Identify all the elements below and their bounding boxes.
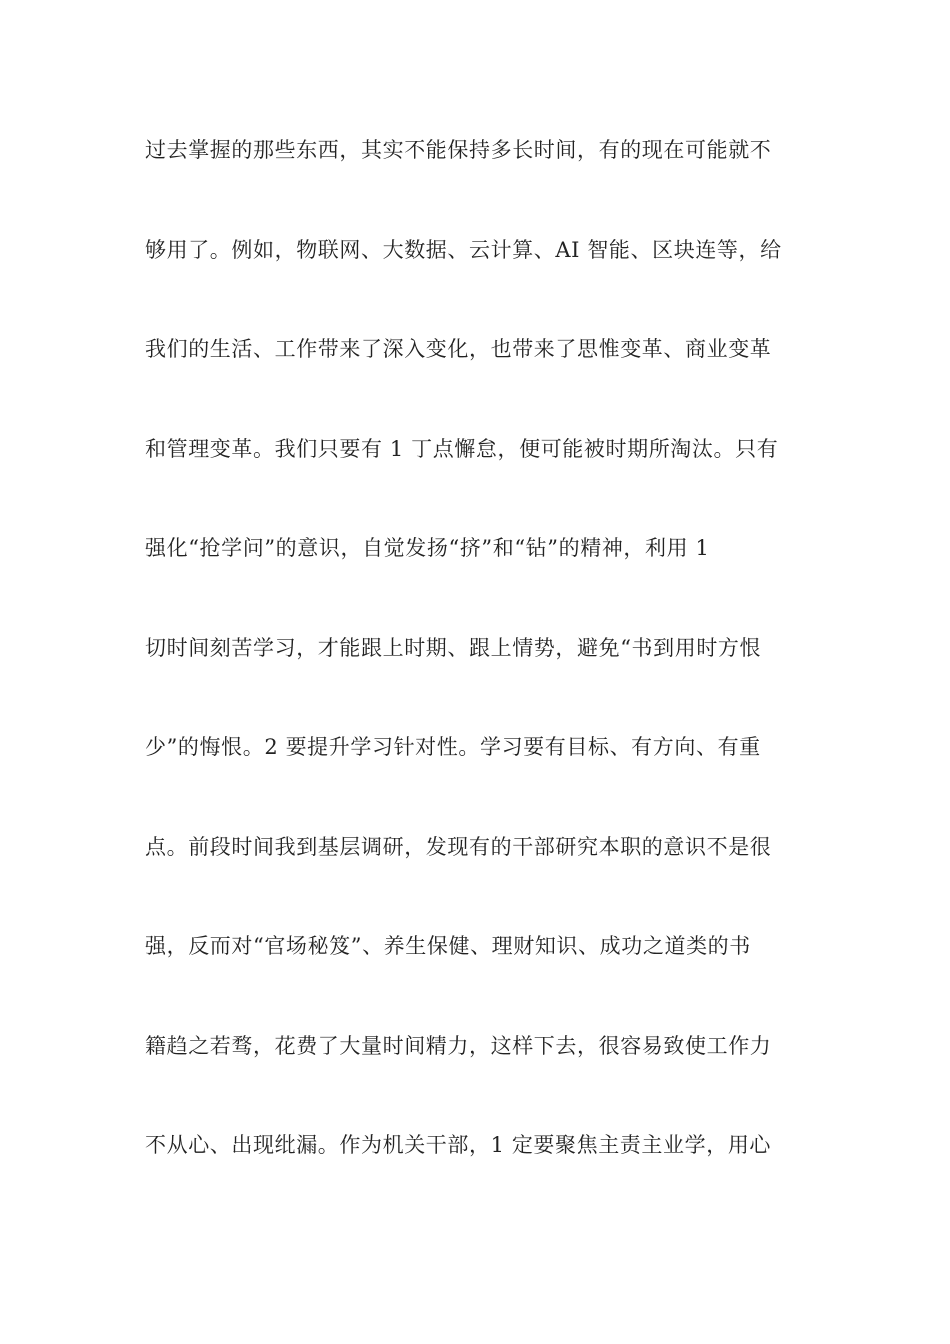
text-line-2: 够用了。例如，物联网、大数据、云计算、AI 智能、区块连等，给 <box>145 237 782 262</box>
text-line-3: 我们的生活、工作带来了深入变化，也带来了思惟变革、商业变革 <box>145 337 772 361</box>
text-line-7: 少”的悔恨。2 要提升学习针对性。学习要有目标、有方向、有重 <box>145 735 761 759</box>
body-text <box>145 125 805 1220</box>
text-line-4: 和管理变革。我们只要有 1 丁点懈怠，便可能被时期所淘汰。只有 <box>145 436 779 461</box>
text-line-5: 强化“抢学问”的意识，自觉发扬“挤”和“钻”的精神，利用 1 <box>145 536 710 560</box>
text-line-10: 籍趋之若骛，花费了大量时间精力，这样下去，很容易致使工作力 <box>145 1033 772 1058</box>
text-line-11: 不从心、出现纰漏。作为机关干部，1 定要聚焦主责主业学，用心 <box>145 1133 772 1157</box>
text-line-9: 强，反而对“官场秘笈”、养生保健、理财知识、成功之道类的书 <box>145 934 751 958</box>
text-line-1: 过去掌握的那些东西，其实不能保持多长时间，有的现在可能就不 <box>145 138 772 162</box>
text-line-6: 切时间刻苦学习，才能跟上时期、跟上情势，避免“书到用时方恨 <box>145 635 762 660</box>
text-line-8: 点。前段时间我到基层调研，发现有的干部研究本职的意识不是很 <box>145 834 772 859</box>
